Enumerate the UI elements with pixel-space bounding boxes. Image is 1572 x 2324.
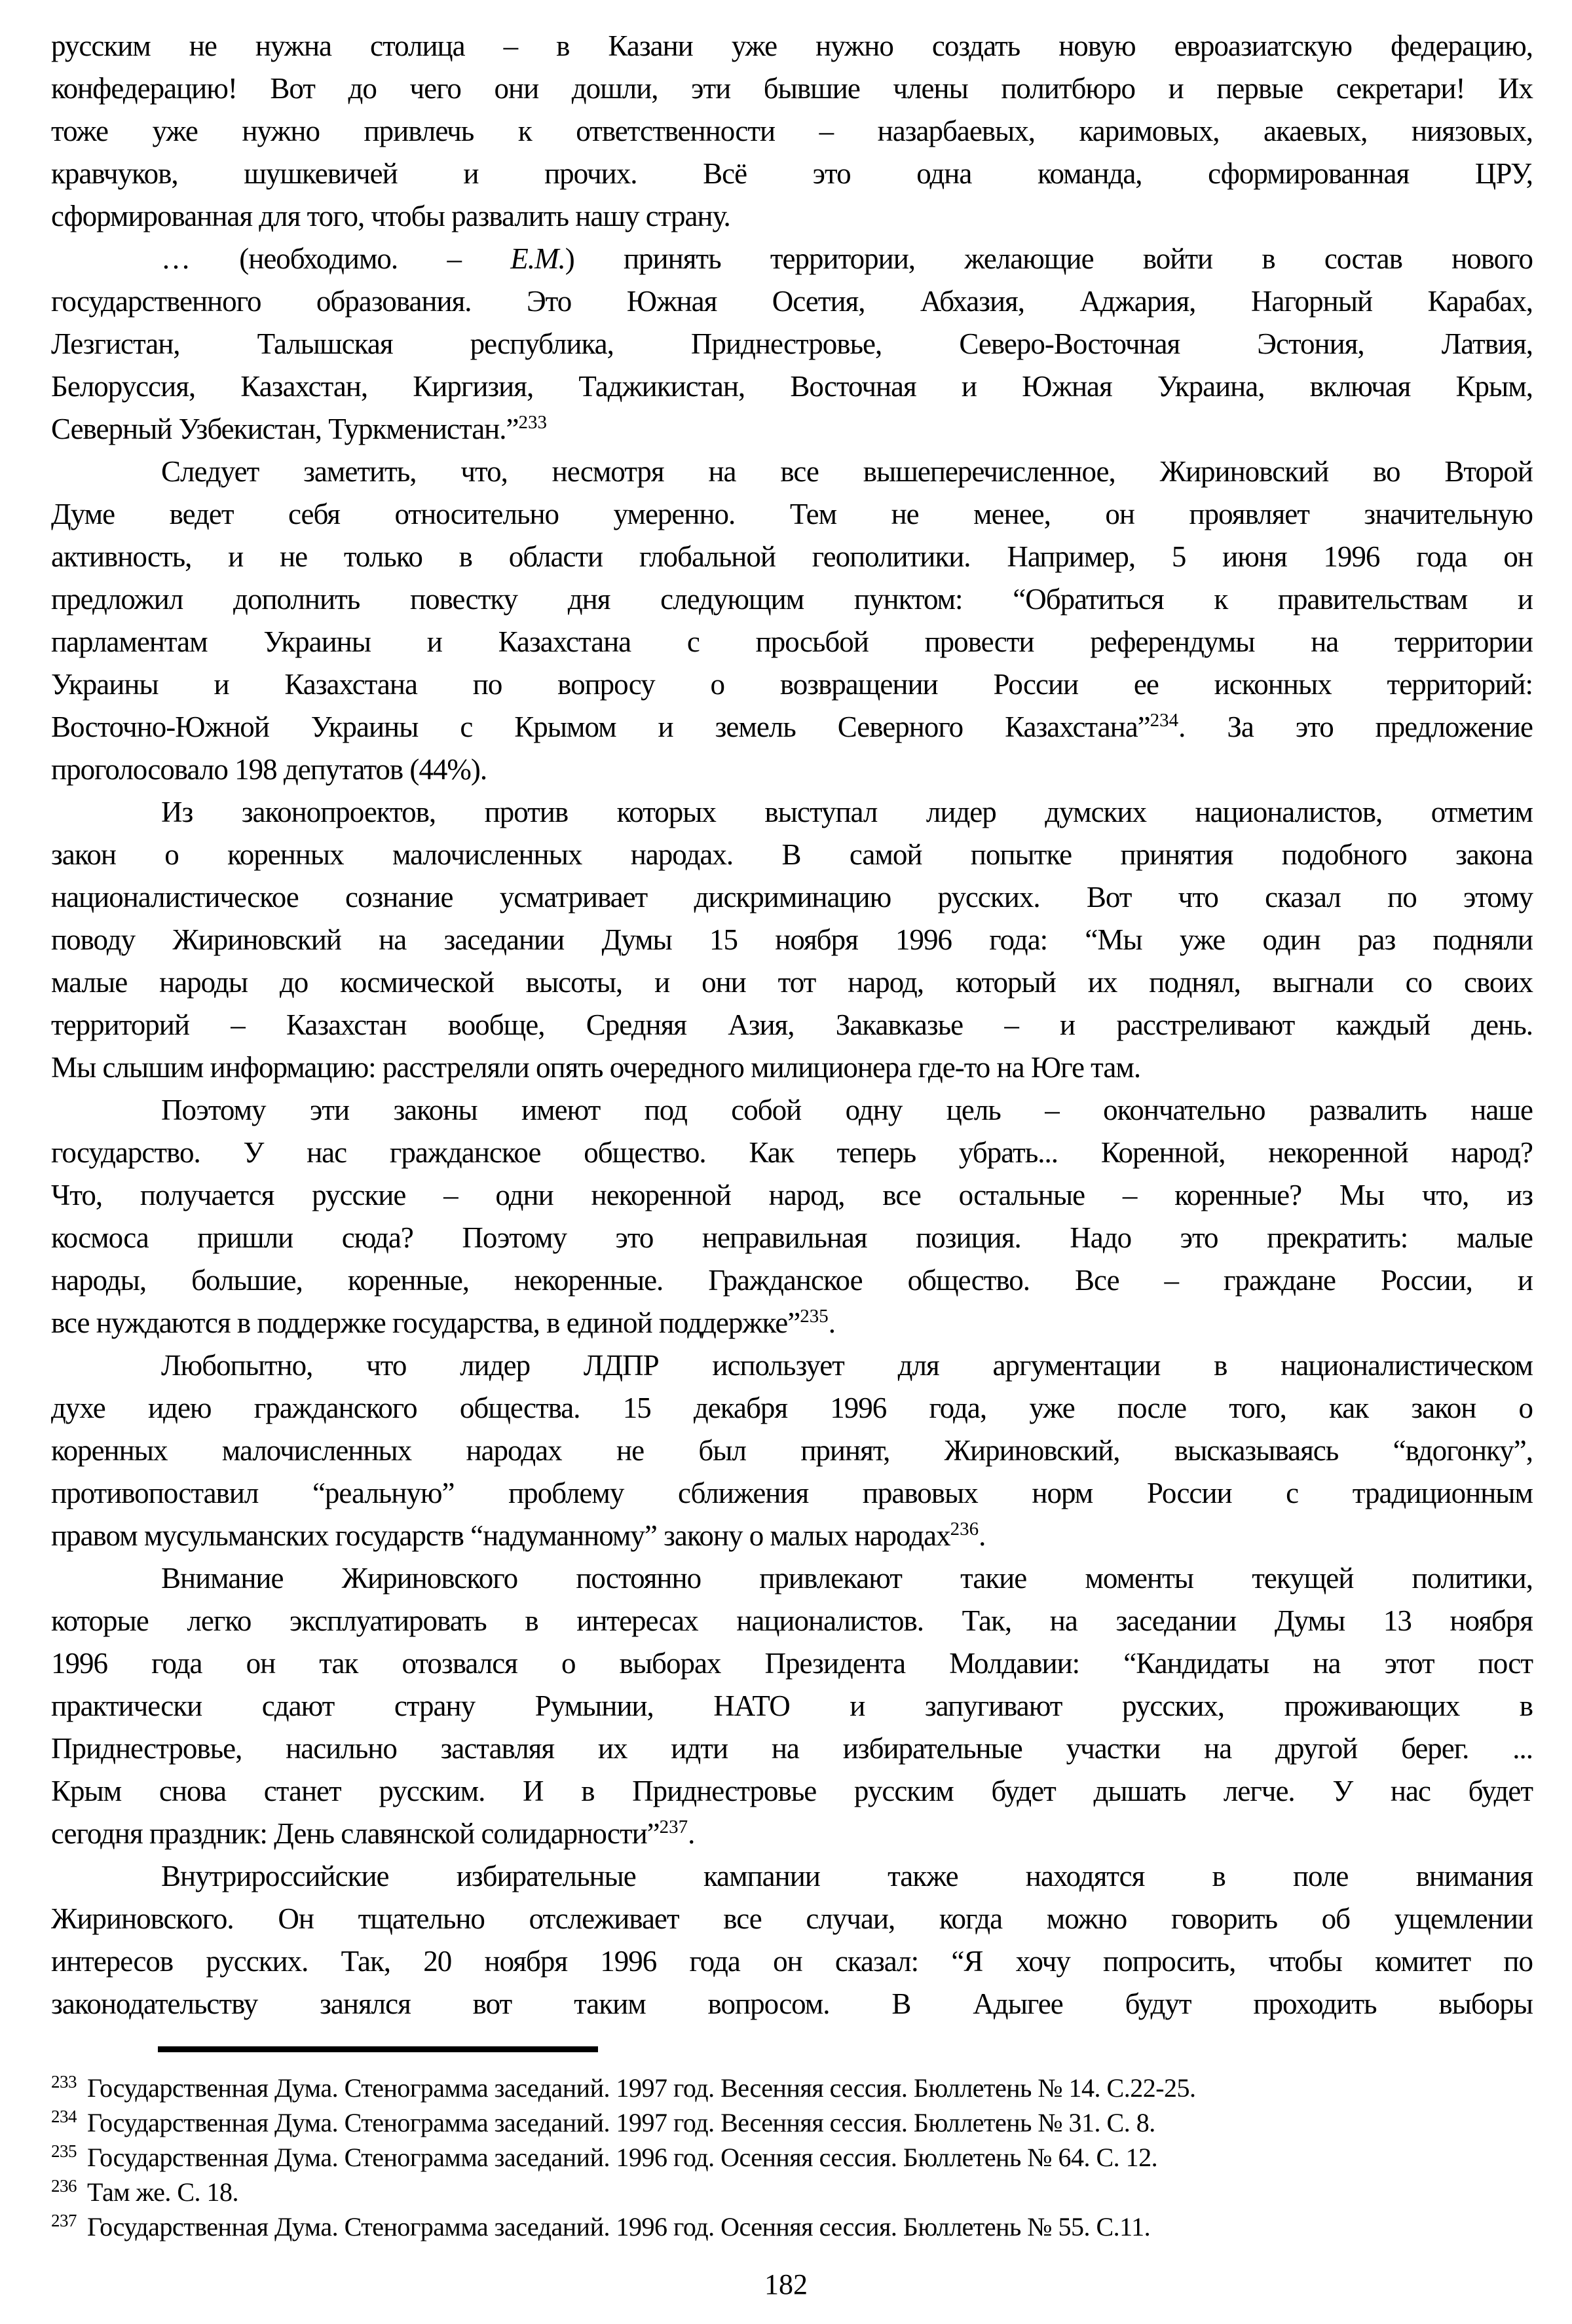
- text-line: которые легко эксплуатировать в интересах националистов. Так, на заседании Думы 13 ноября: [51, 1604, 1533, 1637]
- text-line: националистическое сознание усматривает дискриминацию русских. Вот что сказал по этому: [51, 881, 1533, 913]
- footnote: [51, 2175, 1533, 2209]
- page-number: 182: [764, 2268, 808, 2300]
- paragraph: [51, 1557, 1533, 1855]
- text-line: Жириновского. Он тщательно отслеживает все случаи, когда можно говорить об ущемлении: [51, 1902, 1533, 1935]
- text-line: территорий – Казахстан вообще, Средняя Азия, Закавказье – и расстреливают каждый день.: [51, 1008, 1533, 1041]
- text-line: народы, большие, коренные, некоренные. Гражданское общество. Все – граждане России, и: [51, 1264, 1533, 1297]
- text-line: Лезгистан, Талышская республика, Приднестровье, Северо-Восточная Эстония, Латвия,: [51, 327, 1533, 360]
- footnotes: [51, 2071, 1533, 2244]
- footnote-marker: 237: [51, 2210, 77, 2230]
- footnote-marker: 234: [51, 2106, 77, 2126]
- text-line: парламентам Украины и Казахстана с просьбой провести референдумы на территории: [51, 625, 1533, 658]
- text-line: духе идею гражданского общества. 15 декабря 1996 года, уже после того, как закон о: [51, 1392, 1533, 1424]
- text-line: все нуждаются в поддержке государства, в единой поддержке”$^{235}$.: [51, 1306, 835, 1339]
- footnote-text: Государственная Дума. Стенограмма заседаний. 1996 год. Осенняя сессия. Бюллетень № 55. С.11.: [87, 2212, 1151, 2241]
- text-line: законодательству занялся вот таким вопросом. В Адыгее будут проходить выборы: [51, 1987, 1533, 2020]
- footnote: [51, 2105, 1533, 2140]
- text-line: государство. У нас гражданское общество. Как теперь убрать... Коренной, некоренной народ?: [51, 1136, 1533, 1169]
- text-line: сформированная для того, чтобы развалить нашу страну.: [51, 200, 730, 232]
- paragraph: [51, 791, 1533, 1089]
- text-line: Внимание Жириновского постоянно привлекают такие моменты текущей политики,: [161, 1562, 1533, 1595]
- paragraph: [51, 1089, 1533, 1344]
- footnote-marker: 236: [51, 2175, 77, 2196]
- text-line: Следует заметить, что, несмотря на все вышеперечисленное, Жириновский во Второй: [161, 455, 1533, 488]
- text-line: интересов русских. Так, 20 ноября 1996 года он сказал: “Я хочу попросить, чтобы комитет по: [51, 1945, 1533, 1978]
- text-line: … (необходимо. – Е.М.) принять территории, желающие войти в состав нового: [161, 242, 1533, 275]
- footnote-text: Государственная Дума. Стенограмма заседаний. 1997 год. Весенняя сессия. Бюллетень № 14. С.22-25.: [87, 2073, 1196, 2103]
- text-line: Украины и Казахстана по вопросу о возвращении России ее исконных территорий:: [51, 668, 1533, 701]
- editorial-initials: Е.М.: [510, 242, 565, 275]
- text-line: Приднестровье, насильно заставляя их идти на избирательные участки на другой берег. ...: [51, 1732, 1533, 1765]
- paragraph: [51, 1855, 1533, 2025]
- text-line: Из законопроектов, против которых выступал лидер думских националистов, отметим: [161, 796, 1533, 828]
- footnote-reference: 235: [800, 1306, 829, 1327]
- body-text: [51, 25, 1533, 2025]
- footnote-reference: 233: [518, 412, 547, 433]
- text-line: русским не нужна столица – в Казани уже нужно создать новую евроазиатскую федерацию,: [51, 29, 1533, 62]
- text-line: Северный Узбекистан, Туркменистан.”$^{233}$: [51, 412, 547, 445]
- paragraph: [51, 25, 1533, 238]
- text-line: тоже уже нужно привлечь к ответственности – назарбаевых, каримовых, акаевых, ниязовых,: [51, 115, 1533, 147]
- text-line: космоса пришли сюда? Поэтому это неправильная позиция. Надо это прекратить: малые: [51, 1221, 1533, 1254]
- footnote-reference: 236: [950, 1519, 979, 1540]
- footnote-marker: 235: [51, 2141, 77, 2161]
- text-line: Крым снова станет русским. И в Приднестровье русским будет дышать легче. У нас будет: [51, 1775, 1533, 1807]
- text-line: Что, получается русские – одни некоренной народ, все остальные – коренные? Мы что, из: [51, 1179, 1533, 1211]
- text-line: правом мусульманских государств “надуманному” закону о малых народах$^{236}$.: [51, 1519, 986, 1552]
- text-line: государственного образования. Это Южная Осетия, Абхазия, Аджария, Нагорный Карабах,: [51, 285, 1533, 318]
- text-line: Восточно-Южной Украины с Крымом и земель Северного Казахстана”$^{234}$. За это предложение: [51, 710, 1533, 743]
- text-line: 1996 года он так отозвался о выборах Президента Молдавии: “Кандидаты на этот пост: [51, 1647, 1533, 1680]
- text-line: коренных малочисленных народах не был принят, Жириновский, высказываясь “вдогонку”,: [51, 1434, 1533, 1467]
- footnote-text: Государственная Дума. Стенограмма заседаний. 1996 год. Осенняя сессия. Бюллетень № 64. С. 12.: [87, 2143, 1158, 2172]
- text-line: проголосовало 198 депутатов (44%).: [51, 753, 487, 786]
- text-line: Мы слышим информацию: расстреляли опять очередного милиционера где-то на Юге там.: [51, 1051, 1141, 1084]
- text-line: сегодня праздник: День славянской солидарности”$^{237}$.: [51, 1817, 695, 1850]
- footnote: [51, 2140, 1533, 2175]
- text-line: поводу Жириновский на заседании Думы 15 ноября 1996 года: “Мы уже один раз подняли: [51, 923, 1533, 956]
- text-line: предложил дополнить повестку дня следующим пунктом: “Обратиться к правительствам и: [51, 583, 1533, 616]
- text-line: кравчуков, шушкевичей и прочих. Всё это одна команда, сформированная ЦРУ,: [51, 157, 1533, 190]
- footnote: [51, 2071, 1533, 2105]
- text-line: малые народы до космической высоты, и они тот народ, который их поднял, выгнали со своих: [51, 966, 1533, 999]
- paragraph: [51, 1344, 1533, 1557]
- text-line: Думе ведет себя относительно умеренно. Тем не менее, он проявляет значительную: [51, 498, 1533, 530]
- footnote-text: Государственная Дума. Стенограмма заседаний. 1997 год. Весенняя сессия. Бюллетень № 31. С. 8.: [87, 2108, 1155, 2137]
- paragraph: [51, 238, 1533, 451]
- footnote: [51, 2209, 1533, 2244]
- text-line: закон о коренных малочисленных народах. В самой попытке принятия подобного закона: [51, 838, 1533, 871]
- footnote-reference: 237: [659, 1817, 688, 1837]
- text-line: Внутрироссийские избирательные кампании также находятся в поле внимания: [161, 1860, 1533, 1892]
- footnote-text: Там же. С. 18.: [87, 2177, 239, 2207]
- footnote-marker: 233: [51, 2071, 77, 2092]
- footnote-reference: 234: [1150, 710, 1179, 731]
- text-line: Любопытно, что лидер ЛДПР использует для аргументации в националистическом: [161, 1349, 1533, 1382]
- text-line: Белоруссия, Казахстан, Киргизия, Таджикистан, Восточная и Южная Украина, включая Крым,: [51, 370, 1533, 403]
- paragraph: [51, 451, 1533, 791]
- text-line: конфедерацию! Вот до чего они дошли, эти бывшие члены политбюро и первые секретари! Их: [51, 72, 1533, 105]
- footnote-separator: [158, 2046, 598, 2052]
- text-line: противопоставил “реальную” проблему сближения правовых норм России с традиционным: [51, 1477, 1533, 1509]
- text-line: Поэтому эти законы имеют под собой одну цель – окончательно развалить наше: [161, 1094, 1533, 1126]
- text-line: активность, и не только в области глобальной геополитики. Например, 5 июня 1996 года он: [51, 540, 1533, 573]
- text-line: практически сдают страну Румынии, НАТО и запугивают русских, проживающих в: [51, 1689, 1533, 1722]
